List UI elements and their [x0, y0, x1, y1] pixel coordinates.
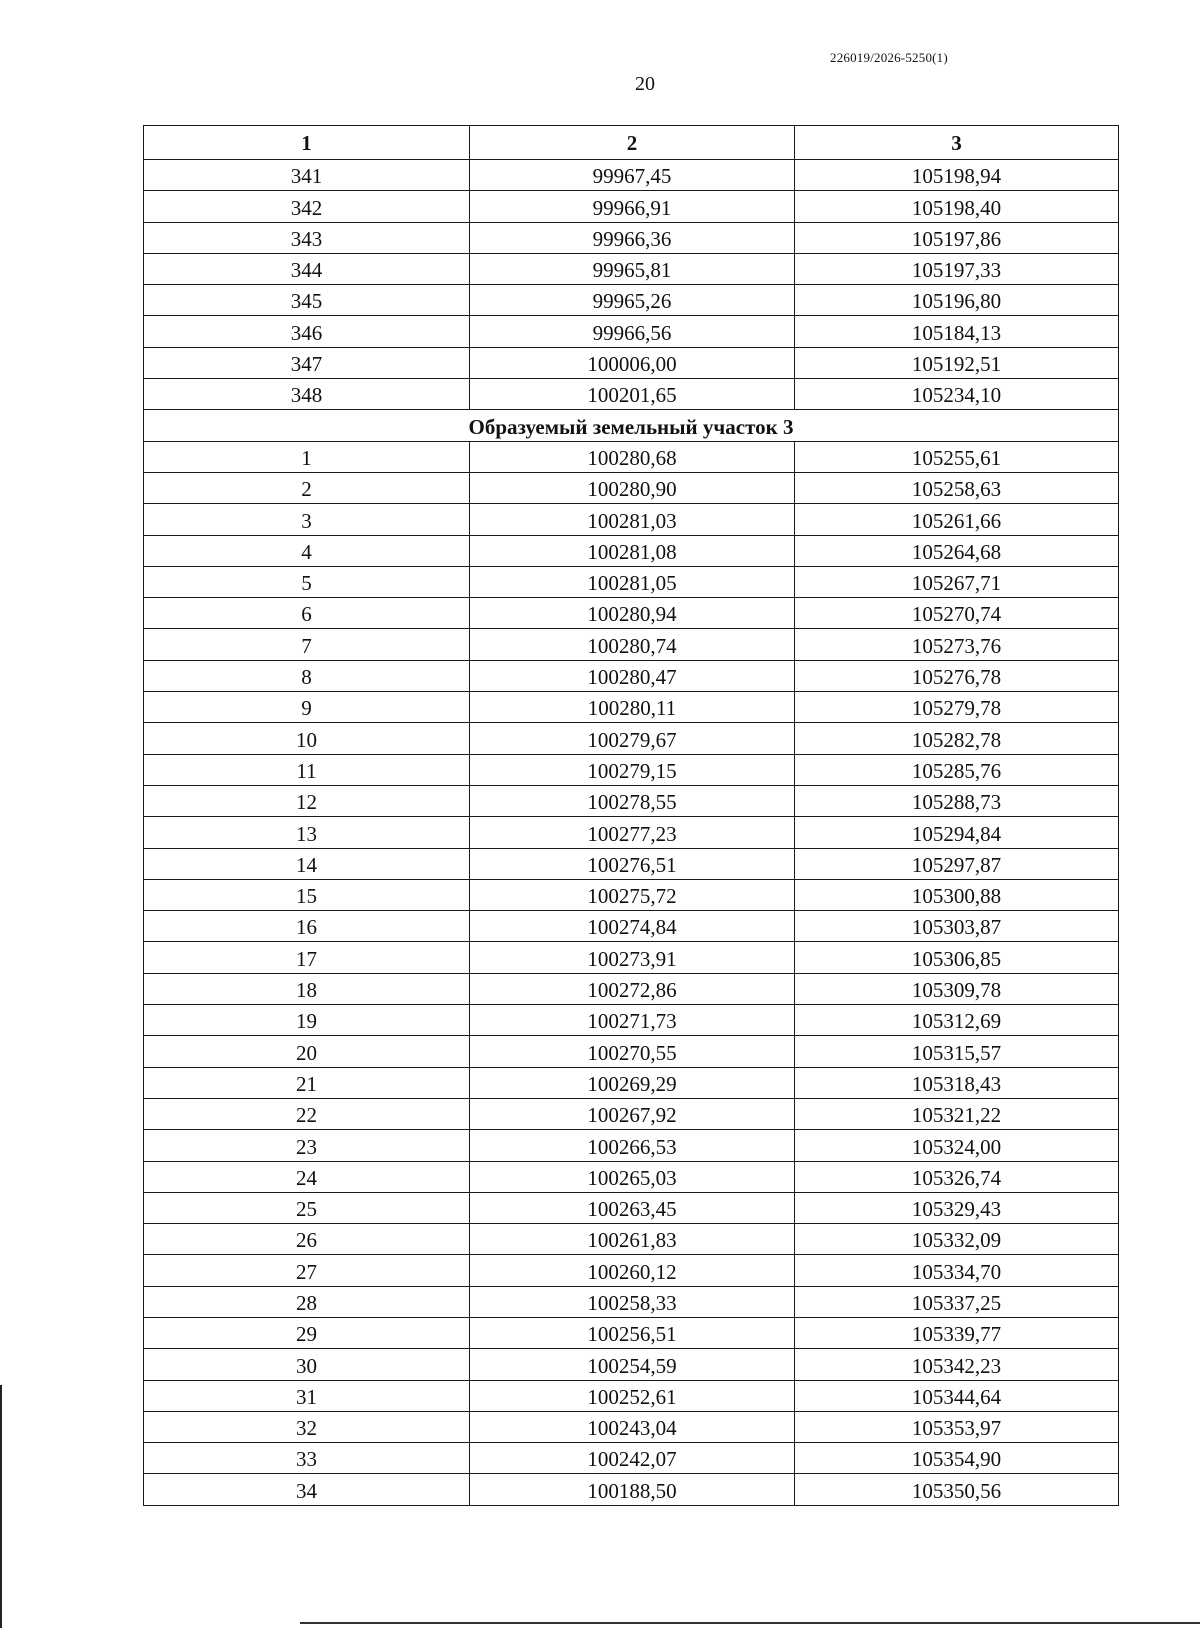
- column-header-1: 1: [144, 126, 470, 160]
- y-coordinate-cell: 105276,78: [795, 660, 1119, 691]
- y-coordinate-cell: 105344,64: [795, 1380, 1119, 1411]
- x-coordinate-cell: 99966,36: [470, 222, 795, 253]
- x-coordinate-cell: 99967,45: [470, 160, 795, 191]
- x-coordinate-cell: 100281,05: [470, 566, 795, 597]
- point-number-cell: 10: [144, 723, 470, 754]
- point-number-cell: 19: [144, 1005, 470, 1036]
- point-number-cell: 5: [144, 566, 470, 597]
- x-coordinate-cell: 100188,50: [470, 1474, 795, 1505]
- x-coordinate-cell: 99965,81: [470, 253, 795, 284]
- x-coordinate-cell: 100006,00: [470, 347, 795, 378]
- point-number-cell: 348: [144, 379, 470, 410]
- y-coordinate-cell: 105282,78: [795, 723, 1119, 754]
- x-coordinate-cell: 100271,73: [470, 1005, 795, 1036]
- page-number: 20: [635, 73, 655, 95]
- x-coordinate-cell: 100274,84: [470, 911, 795, 942]
- table-row: [144, 1286, 1119, 1317]
- table-row: [144, 692, 1119, 723]
- point-number-cell: 7: [144, 629, 470, 660]
- x-coordinate-cell: 100279,67: [470, 723, 795, 754]
- table-row: [144, 1255, 1119, 1286]
- table-row: [144, 598, 1119, 629]
- table-row: [144, 1192, 1119, 1223]
- x-coordinate-cell: 100201,65: [470, 379, 795, 410]
- table-row: [144, 1161, 1119, 1192]
- y-coordinate-cell: 105192,51: [795, 347, 1119, 378]
- point-number-cell: 2: [144, 472, 470, 503]
- y-coordinate-cell: 105306,85: [795, 942, 1119, 973]
- x-coordinate-cell: 100276,51: [470, 848, 795, 879]
- table-row: [144, 160, 1119, 191]
- x-coordinate-cell: 100252,61: [470, 1380, 795, 1411]
- table-row: [144, 911, 1119, 942]
- point-number-cell: 343: [144, 222, 470, 253]
- y-coordinate-cell: 105321,22: [795, 1098, 1119, 1129]
- y-coordinate-cell: 105300,88: [795, 879, 1119, 910]
- table-row: [144, 848, 1119, 879]
- table-row: [144, 660, 1119, 691]
- table-row: [144, 1130, 1119, 1161]
- table-row: [144, 754, 1119, 785]
- table-row: [144, 1098, 1119, 1129]
- point-number-cell: 34: [144, 1474, 470, 1505]
- y-coordinate-cell: 105315,57: [795, 1036, 1119, 1067]
- y-coordinate-cell: 105337,25: [795, 1286, 1119, 1317]
- y-coordinate-cell: 105309,78: [795, 973, 1119, 1004]
- y-coordinate-cell: 105255,61: [795, 441, 1119, 472]
- table-row: [144, 253, 1119, 284]
- point-number-cell: 20: [144, 1036, 470, 1067]
- point-number-cell: 27: [144, 1255, 470, 1286]
- y-coordinate-cell: 105354,90: [795, 1443, 1119, 1474]
- point-number-cell: 25: [144, 1192, 470, 1223]
- x-coordinate-cell: 100279,15: [470, 754, 795, 785]
- table-row: [144, 785, 1119, 816]
- point-number-cell: 341: [144, 160, 470, 191]
- table-row: [144, 535, 1119, 566]
- point-number-cell: 14: [144, 848, 470, 879]
- x-coordinate-cell: 99965,26: [470, 285, 795, 316]
- y-coordinate-cell: 105334,70: [795, 1255, 1119, 1286]
- point-number-cell: 17: [144, 942, 470, 973]
- y-coordinate-cell: 105234,10: [795, 379, 1119, 410]
- x-coordinate-cell: 100280,94: [470, 598, 795, 629]
- x-coordinate-cell: 100256,51: [470, 1317, 795, 1348]
- x-coordinate-cell: 100263,45: [470, 1192, 795, 1223]
- column-header-3: 3: [795, 126, 1119, 160]
- y-coordinate-cell: 105329,43: [795, 1192, 1119, 1223]
- y-coordinate-cell: 105318,43: [795, 1067, 1119, 1098]
- y-coordinate-cell: 105258,63: [795, 472, 1119, 503]
- x-coordinate-cell: 100266,53: [470, 1130, 795, 1161]
- point-number-cell: 342: [144, 191, 470, 222]
- y-coordinate-cell: 105353,97: [795, 1411, 1119, 1442]
- point-number-cell: 21: [144, 1067, 470, 1098]
- table-row: [144, 973, 1119, 1004]
- scan-bottom-artifact: [300, 1622, 1200, 1624]
- x-coordinate-cell: 100281,03: [470, 504, 795, 535]
- y-coordinate-cell: 105294,84: [795, 817, 1119, 848]
- table-row: [144, 723, 1119, 754]
- point-number-cell: 13: [144, 817, 470, 848]
- x-coordinate-cell: 100280,11: [470, 692, 795, 723]
- point-number-cell: 346: [144, 316, 470, 347]
- point-number-cell: 29: [144, 1317, 470, 1348]
- y-coordinate-cell: 105324,00: [795, 1130, 1119, 1161]
- x-coordinate-cell: 100280,68: [470, 441, 795, 472]
- point-number-cell: 28: [144, 1286, 470, 1317]
- section-row: [144, 410, 1119, 441]
- table-row: [144, 285, 1119, 316]
- point-number-cell: 18: [144, 973, 470, 1004]
- point-number-cell: 24: [144, 1161, 470, 1192]
- y-coordinate-cell: 105279,78: [795, 692, 1119, 723]
- y-coordinate-cell: 105342,23: [795, 1349, 1119, 1380]
- x-coordinate-cell: 100280,90: [470, 472, 795, 503]
- point-number-cell: 30: [144, 1349, 470, 1380]
- x-coordinate-cell: 100254,59: [470, 1349, 795, 1380]
- y-coordinate-cell: 105184,13: [795, 316, 1119, 347]
- point-number-cell: 32: [144, 1411, 470, 1442]
- y-coordinate-cell: 105261,66: [795, 504, 1119, 535]
- y-coordinate-cell: 105312,69: [795, 1005, 1119, 1036]
- y-coordinate-cell: 105350,56: [795, 1474, 1119, 1505]
- x-coordinate-cell: 100272,86: [470, 973, 795, 1004]
- x-coordinate-cell: 100242,07: [470, 1443, 795, 1474]
- table-row: [144, 316, 1119, 347]
- y-coordinate-cell: 105288,73: [795, 785, 1119, 816]
- point-number-cell: 9: [144, 692, 470, 723]
- y-coordinate-cell: 105297,87: [795, 848, 1119, 879]
- x-coordinate-cell: 100280,47: [470, 660, 795, 691]
- y-coordinate-cell: 105285,76: [795, 754, 1119, 785]
- y-coordinate-cell: 105273,76: [795, 629, 1119, 660]
- point-number-cell: 16: [144, 911, 470, 942]
- table-row: [144, 1317, 1119, 1348]
- y-coordinate-cell: 105197,86: [795, 222, 1119, 253]
- y-coordinate-cell: 105339,77: [795, 1317, 1119, 1348]
- table-row: [144, 1380, 1119, 1411]
- x-coordinate-cell: 100278,55: [470, 785, 795, 816]
- x-coordinate-cell: 100260,12: [470, 1255, 795, 1286]
- table-row: [144, 1005, 1119, 1036]
- point-number-cell: 4: [144, 535, 470, 566]
- y-coordinate-cell: 105326,74: [795, 1161, 1119, 1192]
- x-coordinate-cell: 99966,56: [470, 316, 795, 347]
- point-number-cell: 345: [144, 285, 470, 316]
- coordinates-table: [143, 125, 1119, 1506]
- column-header-2: 2: [470, 126, 795, 160]
- table-row: [144, 379, 1119, 410]
- table-row: [144, 1443, 1119, 1474]
- point-number-cell: 31: [144, 1380, 470, 1411]
- table-row: [144, 879, 1119, 910]
- y-coordinate-cell: 105196,80: [795, 285, 1119, 316]
- y-coordinate-cell: 105303,87: [795, 911, 1119, 942]
- y-coordinate-cell: 105332,09: [795, 1224, 1119, 1255]
- table-row: [144, 942, 1119, 973]
- point-number-cell: 347: [144, 347, 470, 378]
- y-coordinate-cell: 105198,40: [795, 191, 1119, 222]
- table-row: [144, 504, 1119, 535]
- table-row: [144, 629, 1119, 660]
- x-coordinate-cell: 100258,33: [470, 1286, 795, 1317]
- x-coordinate-cell: 100273,91: [470, 942, 795, 973]
- table-row: [144, 347, 1119, 378]
- table-row: [144, 1067, 1119, 1098]
- table-row: [144, 1224, 1119, 1255]
- table-row: [144, 1349, 1119, 1380]
- point-number-cell: 22: [144, 1098, 470, 1129]
- x-coordinate-cell: 100277,23: [470, 817, 795, 848]
- table-row: [144, 472, 1119, 503]
- table-row: [144, 191, 1119, 222]
- point-number-cell: 3: [144, 504, 470, 535]
- point-number-cell: 344: [144, 253, 470, 284]
- x-coordinate-cell: 100243,04: [470, 1411, 795, 1442]
- point-number-cell: 8: [144, 660, 470, 691]
- point-number-cell: 12: [144, 785, 470, 816]
- table-row: [144, 817, 1119, 848]
- y-coordinate-cell: 105197,33: [795, 253, 1119, 284]
- x-coordinate-cell: 100261,83: [470, 1224, 795, 1255]
- point-number-cell: 26: [144, 1224, 470, 1255]
- table-row: [144, 1036, 1119, 1067]
- y-coordinate-cell: 105267,71: [795, 566, 1119, 597]
- y-coordinate-cell: 105198,94: [795, 160, 1119, 191]
- table-row: [144, 1474, 1119, 1505]
- table-row: [144, 222, 1119, 253]
- point-number-cell: 15: [144, 879, 470, 910]
- section-title: Образуемый земельный участок 3: [144, 410, 1119, 441]
- table-header: [144, 126, 1119, 160]
- table-row: [144, 441, 1119, 472]
- table-row: [144, 566, 1119, 597]
- header-row: [144, 126, 1119, 160]
- table-body: [144, 160, 1119, 1506]
- table-row: [144, 1411, 1119, 1442]
- x-coordinate-cell: 100270,55: [470, 1036, 795, 1067]
- y-coordinate-cell: 105270,74: [795, 598, 1119, 629]
- x-coordinate-cell: 99966,91: [470, 191, 795, 222]
- point-number-cell: 11: [144, 754, 470, 785]
- y-coordinate-cell: 105264,68: [795, 535, 1119, 566]
- point-number-cell: 23: [144, 1130, 470, 1161]
- x-coordinate-cell: 100269,29: [470, 1067, 795, 1098]
- point-number-cell: 33: [144, 1443, 470, 1474]
- scan-edge-artifact: [0, 1385, 2, 1628]
- x-coordinate-cell: 100267,92: [470, 1098, 795, 1129]
- document-registration-number: 226019/2026-5250(1): [830, 50, 948, 65]
- x-coordinate-cell: 100275,72: [470, 879, 795, 910]
- point-number-cell: 1: [144, 441, 470, 472]
- point-number-cell: 6: [144, 598, 470, 629]
- x-coordinate-cell: 100265,03: [470, 1161, 795, 1192]
- x-coordinate-cell: 100280,74: [470, 629, 795, 660]
- x-coordinate-cell: 100281,08: [470, 535, 795, 566]
